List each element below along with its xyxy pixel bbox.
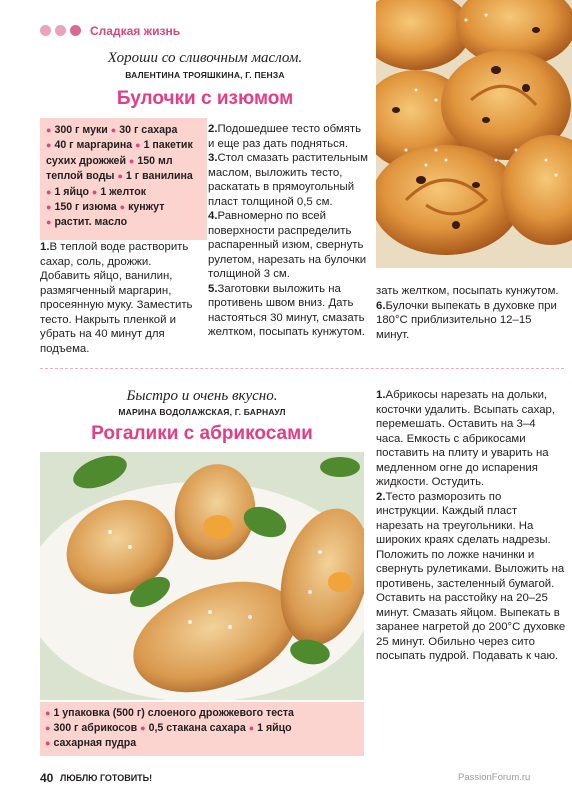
recipe1-author: ВАЛЕНТИНА ТРОЯШКИНА, Г. ПЕНЗА [125,70,285,80]
croissants-photo [40,452,364,700]
step-text: Стол смазать растительным маслом, выложить тесто, раскатать в прямоугольный пласт толщиной 0,5 см. [208,152,368,208]
magazine-name: ЛЮБЛЮ ГОТОВИТЬ! [60,773,153,783]
recipe1-title: Булочки с изюмом [116,88,294,109]
section-dots [40,25,81,36]
ingredient: 1 упаковка (500 г) слоеного дрожжевого теста [53,707,294,719]
ingredient: 30 г сахара [119,124,178,136]
ingredient: 40 г маргарина [54,139,133,152]
ingredient: 1 пакетик сухих дрожжей [46,139,193,167]
ingredient: кунжут [128,201,165,214]
recipe1-step6: зать желтком, посыпать кунжутом. 6.Булочки выпекать в духовке при 180°С приблизительно 12–15 минут. [376,285,559,341]
step-text: Заготовки выложить на противень швом вниз. Дать настояться 30 минут, смазать желтком, посыпать кунжутом. [208,282,365,338]
ingredient: 300 г абрикосов [53,722,138,734]
step-text: Равномерно по всей поверхности распределить распаренный изюм, свернуть рулетом, нарезать на булочки толщиной 3 см. [208,210,367,280]
decor-dot [40,25,51,36]
decor-dot [70,25,81,36]
ingredient: 1 г ванилина [125,170,193,183]
ingredient: 1 желток [100,185,146,198]
step-text: Подошедшее тесто обмять и еще раз дать подняться. [208,123,362,150]
ingredient: 150 г изюма [54,201,117,214]
ingredient: 1 яйцо [257,722,292,734]
buns-photo [376,0,572,268]
ingredient: 0,5 стакана сахара [148,722,246,734]
page-number: 40 [40,771,54,785]
recipe2-ingredients: ● 1 упаковка (500 г) слоеного дрожжевого теста ● 300 г абрикосов ● 0,5 стакана сахара ● 1 яйцо ● сахарная пудра [40,702,364,756]
decor-dot [55,25,66,36]
ingredient: 150 мл теплой воды [46,154,173,183]
recipe2-steps: 1.Абрикосы нарезать на дольки, косточки удалить. Всыпать сахар, перемешать. Оставить на 3–4 часа. Емкость с абрикосами поставить на плиту и уварить на медленном огне до испарения жидкости. Остудить. 2.Тесто разморозить по инструкции. Каждый пласт нарезать на треугольники. На широких краях сделать надрезы. Положить по ложке начинки и свернуть рулетиками. Выложить на противень, застеленный бумагой. Оставить на расстойку на 20–25 минут. Смазать яйцом. Выпекать в заранее нагретой до 200°С духовке 25 минут. Обильно через сито посыпать пудрой. Подавать к чаю. [376,389,566,662]
step-text: Абрикосы нарезать на дольки, косточки удалить. Всыпать сахар, перемешать. Оставить на 3–4 часа. Емкость с абрикосами поставить на плиту и уварить на медленном огне до испарения жидкости. Остудить. [376,389,556,488]
watermark: PassionForum.ru [458,772,531,783]
step-text: Булочки выпекать в духовке при 180°С приблизительно 12–15 минут. [376,299,557,341]
recipe2-subtitle: Быстро и очень вкусно. [126,388,278,404]
step-text: зать желтком, посыпать кунжутом. [376,285,559,297]
recipe1-step1: 1.В теплой воде растворить сахар, соль, дрожжи. Добавить яйцо, ванилин, размягченный маргарин, просеянную муку. Заместить тесто. Накрыть пленкой и убрать на 40 минут для подъема. [40,241,193,355]
recipe1-ingredients: ● 300 г муки ● 30 г сахара ● 40 г маргарина ● 1 пакетик сухих дрожжей ● 150 мл теплой воды ● 1 г ванилина ● 1 яйцо ● 1 желток ● 150 г изюма ● кунжут ● растит. масло [40,118,207,240]
recipe1-steps-2-5: 2.Подошедшее тесто обмять и еще раз дать подняться. 3.Стол смазать растительным маслом, выложить тесто, раскатать в прямоугольный пласт толщиной 0,5 см. 4.Равномерно по всей поверхности распределить распаренный изюм, свернуть рулетом, нарезать на булочки толщиной 3 см. 5.Заготовки выложить на противень швом вниз. Дать настояться 30 минут, смазать желтком, посыпать кунжутом. [208,123,368,338]
ingredient: 300 г муки [54,124,108,136]
step-text: Тесто разморозить по инструкции. Каждый пласт нарезать на треугольники. На широких краях сделать надрезы. Положить по ложке начинки и свернуть рулетиками. Выложить на противень, застеленный бумагой. Оставить на расстойку на 20–25 минут. Смазать яйцом. Выпекать в заранее нагретой до 200°С духовке 25 минут. Обильно через сито посыпать пудрой. Подавать к чаю. [376,490,566,662]
ingredient: сахарная пудра [53,737,137,749]
recipe2-title: Рогалики с абрикосами [91,423,313,444]
ingredient: растит. масло [54,216,128,229]
section-divider [40,368,564,369]
ingredient: 1 яйцо [54,185,89,198]
recipe1-subtitle: Хороши со сливочным маслом. [107,50,303,66]
step-text: В теплой воде растворить сахар, соль, дрожжи. Добавить яйцо, ванилин, размягченный маргарин, просеянную муку. Заместить тесто. Накрыть пленкой и убрать на 40 минут для подъема. [40,241,193,355]
section-label: Сладкая жизнь [90,24,181,38]
recipe2-author: МАРИНА ВОДОЛАЖСКАЯ, Г. БАРНАУЛ [118,407,286,417]
